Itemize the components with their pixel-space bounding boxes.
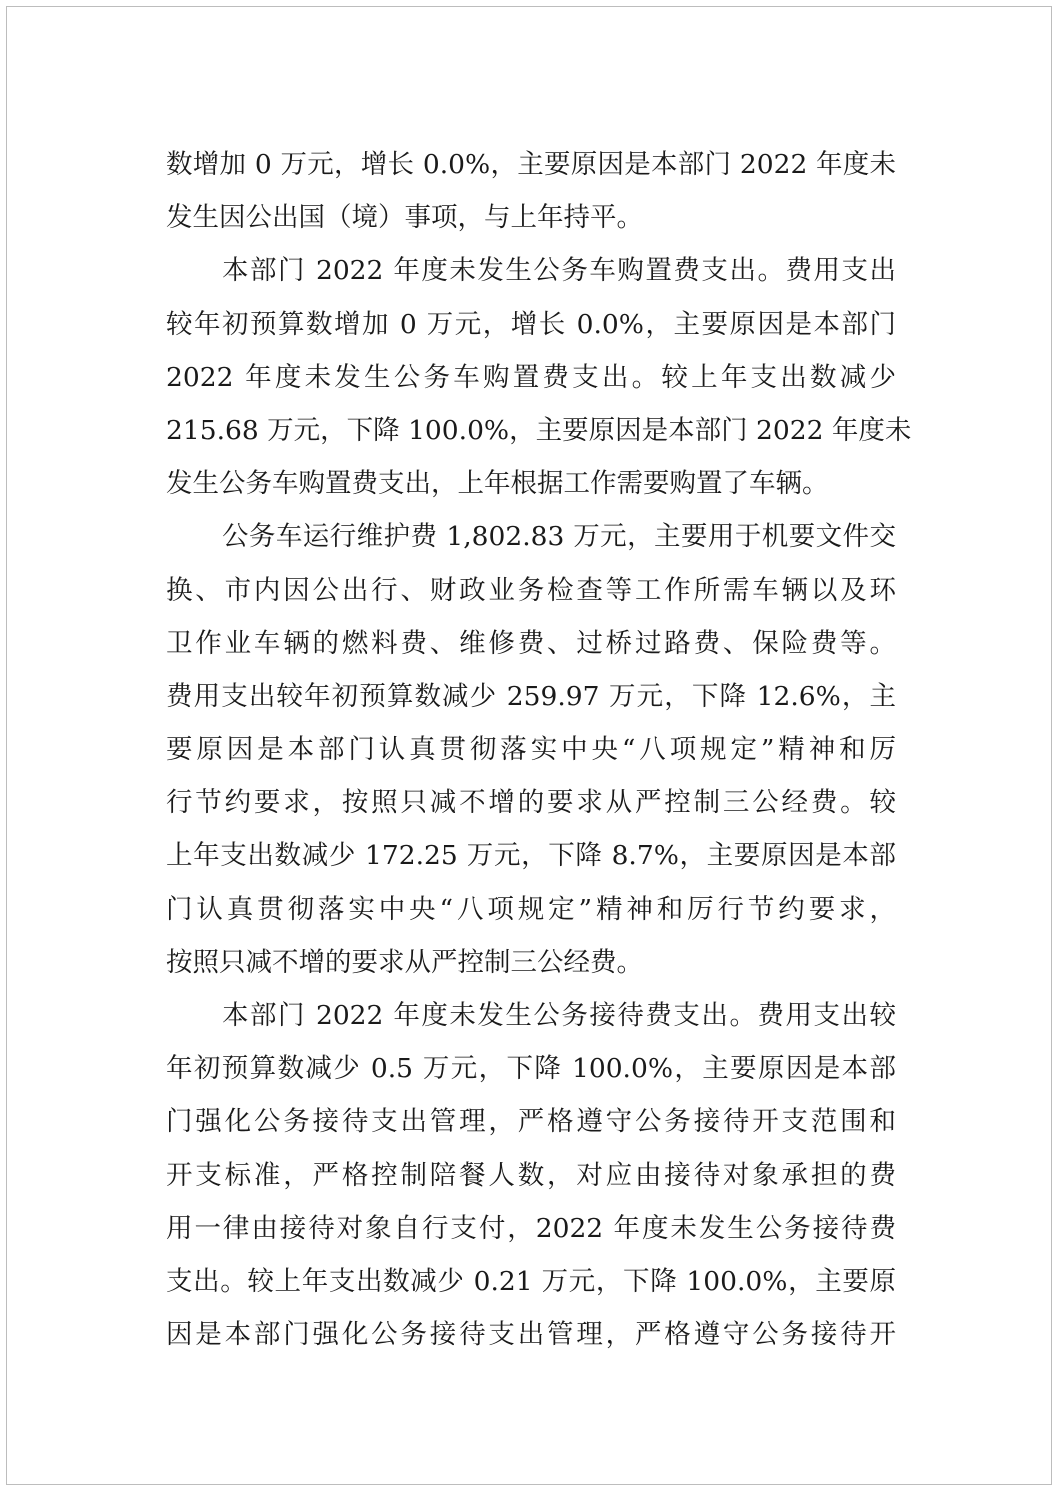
text-line: 行节约要求，按照只减不增的要求从严控制三公经费。较	[166, 787, 896, 819]
text-line: 发生公务车购置费支出，上年根据工作需要购置了车辆。	[166, 468, 829, 500]
text-line: 215.68 万元，下降 100.0%，主要原因是本部门 2022 年度未	[166, 414, 912, 446]
text-line: 支出。较上年支出数减少 0.21 万元，下降 100.0%，主要原	[166, 1265, 896, 1297]
text-line: 开支标准，严格控制陪餐人数，对应由接待对象承担的费	[166, 1159, 896, 1191]
text-line: 因是本部门强化公务接待支出管理，严格遵守公务接待开	[166, 1319, 896, 1351]
paragraph-4	[166, 989, 896, 1361]
text-line: 年初预算数减少 0.5 万元，下降 100.0%，主要原因是本部	[166, 1053, 896, 1085]
text-line: 要原因是本部门认真贯彻落实中央“八项规定”精神和厉	[166, 734, 896, 766]
text-line: 较年初预算数增加 0 万元，增长 0.0%，主要原因是本部门	[166, 308, 896, 340]
text-line: 按照只减不增的要求从严控制三公经费。	[166, 946, 643, 978]
text-line: 本部门 2022 年度未发生公务接待费支出。费用支出较	[222, 1000, 896, 1031]
text-line: 门强化公务接待支出管理，严格遵守公务接待开支范围和	[166, 1106, 896, 1138]
text-line: 公务车运行维护费 1,802.83 万元，主要用于机要文件交	[222, 521, 896, 553]
paragraph-3	[166, 510, 896, 989]
text-line: 上年支出数减少 172.25 万元，下降 8.7%，主要原因是本部	[166, 840, 896, 872]
text-line: 本部门 2022 年度未发生公务车购置费支出。费用支出	[222, 255, 896, 287]
text-line: 门认真贯彻落实中央“八项规定”精神和厉行节约要求，	[166, 893, 896, 925]
text-line: 费用支出较年初预算数减少 259.97 万元，下降 12.6%，主	[166, 680, 896, 712]
text-line: 卫作业车辆的燃料费、维修费、过桥过路费、保险费等。	[166, 627, 896, 659]
text-line: 发生因公出国（境）事项，与上年持平。	[166, 202, 643, 234]
text-line: 换、市内因公出行、财政业务检查等工作所需车辆以及环	[166, 574, 896, 606]
paragraph-2	[166, 244, 912, 510]
text-line: 数增加 0 万元，增长 0.0%，主要原因是本部门 2022 年度未	[166, 149, 896, 180]
text-line: 2022 年度未发生公务车购置费支出。较上年支出数减少	[166, 361, 896, 393]
paragraph-1	[166, 138, 896, 244]
text-line: 用一律由接待对象自行支付，2022 年度未发生公务接待费	[166, 1212, 896, 1244]
document-body	[166, 138, 912, 1361]
